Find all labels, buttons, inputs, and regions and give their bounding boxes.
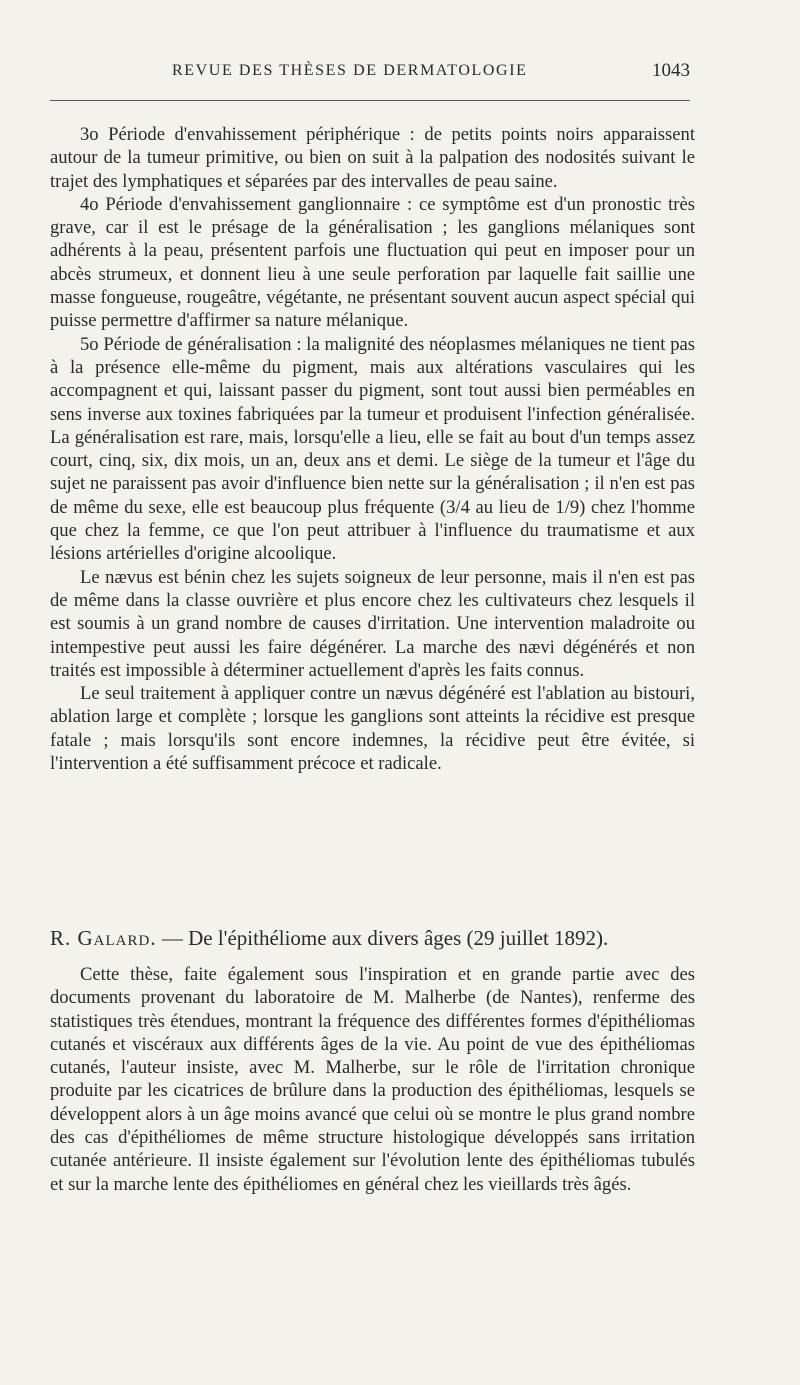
review-author: R. Galard.: [50, 926, 157, 950]
paragraph-traitement: Le seul traitement à appliquer contre un nævus dégénéré est l'ablation au bistouri, ablation large et complète ; lorsque les ganglions sont atteints la récidive est presque fatale ; mais lorsqu'ils sont encore indemnes, la récidive peut être évitée, si l'intervention a été suffisamment précoce et radicale.: [50, 683, 695, 775]
review-body: [50, 963, 695, 1196]
page-number: 1043: [652, 60, 690, 81]
review-heading: [50, 926, 695, 951]
review-title: — De l'épithéliome aux divers âges (29 juillet 1892).: [156, 926, 609, 950]
paragraph-period-5: 5o Période de généralisation : la malignité des néoplasmes mélaniques ne tient pas à la présence elle-même du pigment, mais aux altérations vasculaires qui les accompagnent et qui, laissant passer du pigment, sont tout aussi bien perméables en sens inverse aux toxines fabriquées par la tumeur et produisent l'infection généralisée. La généralisation est rare, mais, lorsqu'elle a lieu, elle se fait au bout d'un temps assez court, cinq, six, dix mois, un an, deux ans et demi. Le siège de la tumeur et l'âge du sujet ne paraissent pas avoir d'influence bien nette sur la généralisation ; il n'en est pas de même du sexe, elle est beaucoup plus fréquente (3/4 au lieu de 1/9) chez l'homme que chez la femme, ce que l'on peut attribuer à l'influence du traumatisme et aux lésions artérielles d'origine alcoolique.: [50, 333, 695, 565]
header-rule: [50, 100, 690, 101]
page-header: [50, 62, 690, 86]
paragraph-naevus-benin: Le nævus est bénin chez les sujets soigneux de leur personne, mais il n'en est pas de même dans la classe ouvrière et plus encore chez les cultivateurs chez lesquels il est soumis à un grand nombre de causes d'irritation. Une intervention maladroite ou intempestive peut aussi les faire dégénérer. La marche des nævi dégénérés et non traités est impossible à déterminer actuellement d'après les faits connus.: [50, 566, 695, 681]
running-title: REVUE DES THÈSES DE DERMATOLOGIE: [172, 62, 528, 79]
body-section-1: [50, 123, 695, 775]
paragraph-period-3: 3o Période d'envahissement périphérique : de petits points noirs apparaissent autour de la tumeur primitive, ou bien on suit à la palpation des nodosités suivant le trajet des lymphatiques et séparées par des intervalles de peau saine.: [50, 124, 695, 192]
review-paragraph: Cette thèse, faite également sous l'inspiration et en grande partie avec des documents provenant du laboratoire de M. Malherbe (de Nantes), renferme des statistiques très étendues, montrant la fréquence des différentes formes d'épithéliomas cutanés et viscéraux aux différents âges de la vie. Au point de vue des épithéliomas cutanés, l'auteur insiste, avec M. Malherbe, sur le rôle de l'irritation chronique produite par les cicatrices de brûlure dans la production des épithéliomas, lesquels se développent alors à un âge moins avancé que celui où se montre le plus grand nombre des cas d'épithéliomes de même structure histologique développés sans irritation cutanée antérieure. Il insiste également sur l'évolution lente des épithéliomas tubulés et sur la marche lente des épithéliomes en général chez les vieillards très âgés.: [50, 964, 695, 1195]
paragraph-period-4: 4o Période d'envahissement ganglionnaire : ce symptôme est d'un pronostic très grave, car il est le présage de la généralisation ; les ganglions mélaniques sont adhérents à la peau, présentent parfois une fluctuation qui peut en imposer pour un abcès strumeux, et donnent lieu à une seule perforation par laquelle fait saillie une masse fongueuse, rougeâtre, végétante, ne présentant souvent aucun aspect spécial qui puisse permettre d'affirmer sa nature mélanique.: [50, 193, 695, 332]
